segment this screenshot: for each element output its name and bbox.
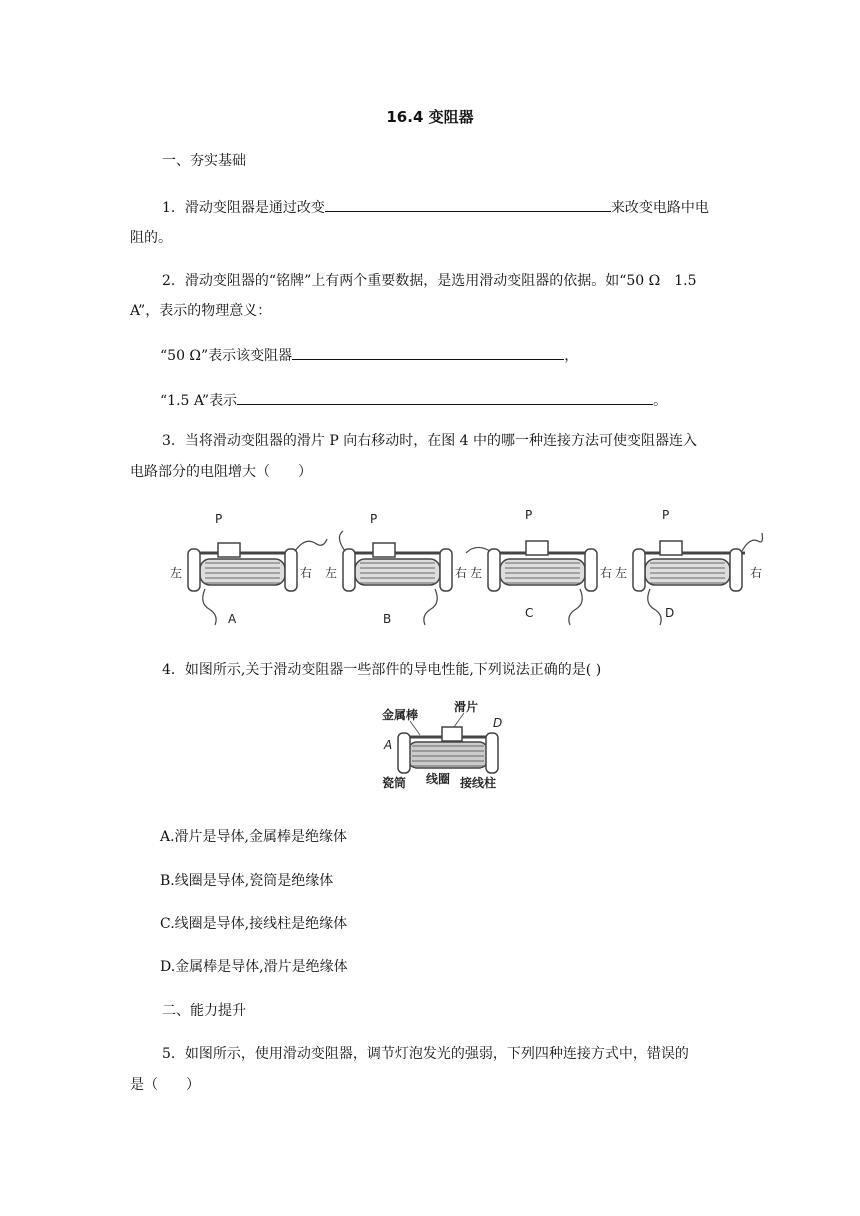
question-1-line-2: 阻的。 <box>130 230 172 246</box>
q4-option-a: A.滑片是导体,金属棒是绝缘体 <box>160 829 348 845</box>
question-5-line-2: 是（ ） <box>130 1077 200 1093</box>
slider-label: 滑片 <box>454 700 479 714</box>
left-label: 左 <box>615 566 628 580</box>
question-2-line-1: 2．滑动变阻器的“铭牌”上有两个重要数据，是选用滑动变阻器的依据。如“50 Ω 1.5 <box>162 273 697 289</box>
option-a-label: A <box>228 612 237 626</box>
left-label: 左 <box>470 566 483 580</box>
q4-option-c: C.线圈是导体,接线柱是绝缘体 <box>160 916 348 932</box>
question-3-line-1: 3．当将滑动变阻器的滑片 P 向右移动时，在图 4 中的哪一种连接方法可使变阻器连入 <box>162 433 698 449</box>
page-title: 16.4 变阻器 <box>386 108 474 126</box>
rheostat-figure-svg <box>160 505 780 630</box>
slider-p-label: P <box>370 512 378 526</box>
question-2-blank-1 <box>292 345 564 360</box>
right-label: 右 <box>300 566 313 580</box>
slider-p-label: P <box>662 508 670 522</box>
left-label: 左 <box>325 566 338 580</box>
point-d-label: D <box>493 716 503 730</box>
slider-p-label: P <box>525 508 533 522</box>
section-heading-2: 二、能力提升 <box>162 1003 246 1019</box>
question-2-blank-2 <box>237 390 653 405</box>
rheostat-option-a <box>170 512 327 626</box>
question-1-blank <box>325 197 611 212</box>
section-heading-1: 一、夯实基础 <box>162 153 246 169</box>
point-a-label: A <box>384 738 393 752</box>
rheostat-option-d <box>615 508 763 625</box>
question-2-period: 。 <box>653 393 668 409</box>
metal-rod-label: 金属棒 <box>382 708 419 722</box>
right-label: 右 <box>600 566 613 580</box>
question-4-text: 4．如图所示,关于滑动变阻器一些部件的导电性能,下列说法正确的是( ) <box>162 662 602 678</box>
right-label: 右 <box>455 566 468 580</box>
q4-option-d: D.金属棒是导体,滑片是绝缘体 <box>160 959 348 975</box>
slider-p-label: P <box>215 512 223 526</box>
question-2-amp-text: “1.5 A”表示 <box>160 393 238 409</box>
left-label: 左 <box>170 566 183 580</box>
question-2-comma: ， <box>564 348 579 364</box>
question-2-ohm-text: “50 Ω”表示该变阻器 <box>160 348 293 364</box>
right-label: 右 <box>750 566 763 580</box>
rheostat-connection-figure <box>160 505 780 630</box>
rheostat-parts-svg <box>380 697 510 797</box>
question-2-line-3 <box>160 345 578 365</box>
question-2-line-4 <box>160 390 667 410</box>
rheostat-parts-figure <box>380 697 510 797</box>
question-2-line-2: A”，表示的物理意义： <box>130 303 272 319</box>
option-b-label: B <box>383 612 392 626</box>
rheostat-option-c <box>466 508 612 625</box>
ceramic-tube-label: 瓷筒 <box>382 776 407 790</box>
option-c-label: C <box>525 606 534 620</box>
q4-option-b: B.线圈是导体,瓷筒是绝缘体 <box>160 873 334 889</box>
question-1-text-a: 1．滑动变阻器是通过改变 <box>162 200 325 216</box>
question-1-text-b: 来改变电路中电 <box>610 200 709 216</box>
question-1-line-1 <box>162 197 709 217</box>
option-d-label: D <box>665 606 675 620</box>
rheostat-option-b <box>325 512 467 626</box>
question-3-line-2: 电路部分的电阻增大（ ） <box>130 464 312 480</box>
question-5-line-1: 5．如图所示，使用滑动变阻器，调节灯泡发光的强弱，下列四种连接方式中，错误的 <box>162 1046 689 1062</box>
coil-label: 线圈 <box>426 772 451 786</box>
terminal-label: 接线柱 <box>460 776 497 790</box>
